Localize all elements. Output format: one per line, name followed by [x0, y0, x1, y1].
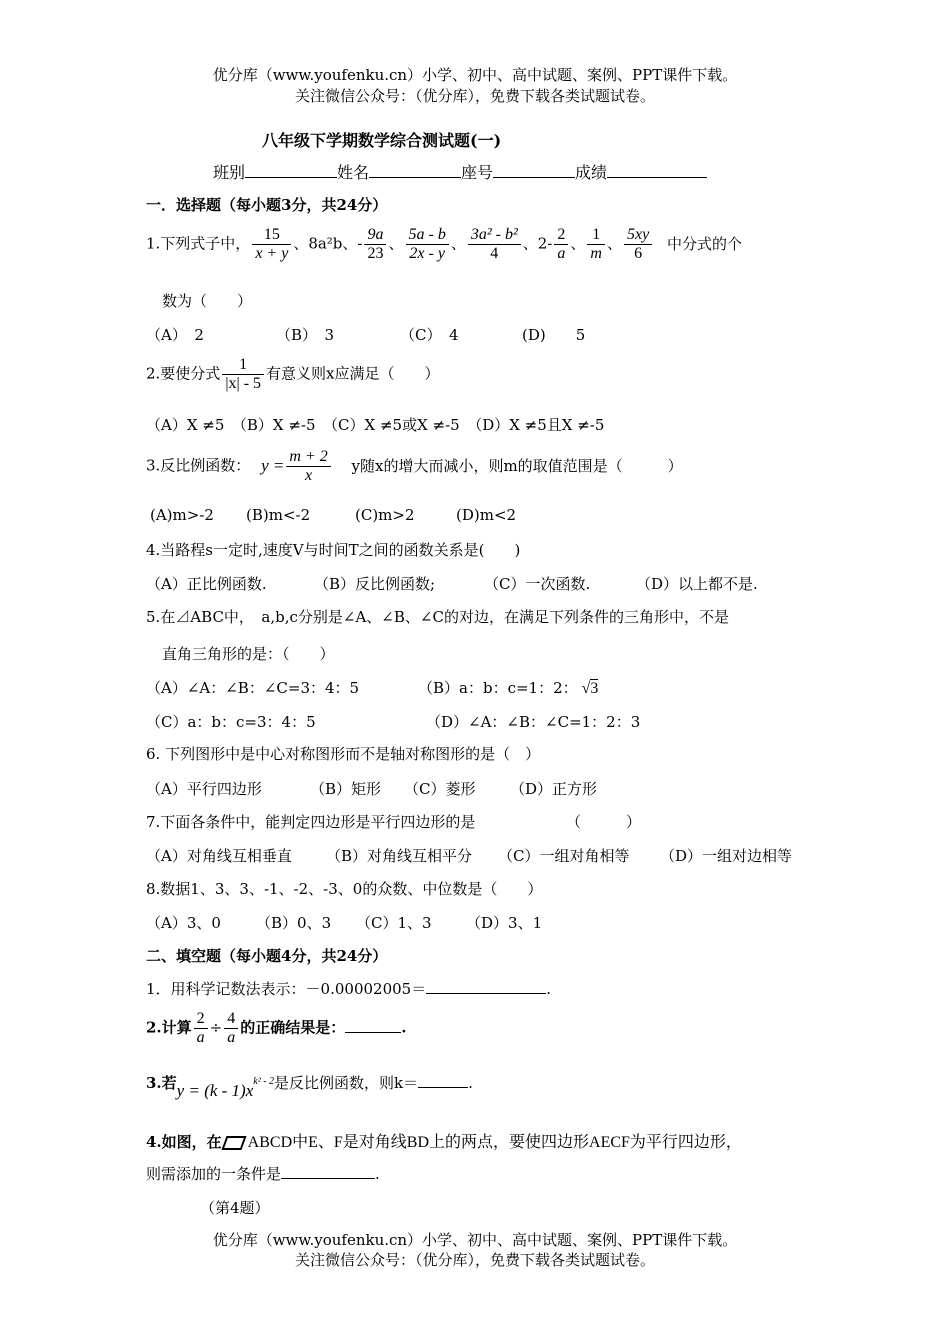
- q3-option-c[interactable]: (C)m>2: [355, 506, 415, 524]
- q6-option-c[interactable]: （C）菱形: [404, 780, 476, 798]
- header-line-2: 关注微信公众号：（优分库），免费下载各类试题试卷。: [294, 87, 655, 105]
- seat-label: 座号: [461, 163, 494, 182]
- q1-fraction-1: $\frac{15}{x + y}$: [252, 226, 291, 263]
- page-title: 八年级下学期数学综合测试题(一): [262, 131, 502, 150]
- divide-icon: ÷: [209, 1018, 223, 1037]
- q4-option-d[interactable]: （D）以上都不是.: [636, 575, 758, 593]
- q7-option-c[interactable]: （C）一组对角相等: [498, 847, 630, 865]
- fill-q1-blank[interactable]: [426, 978, 546, 994]
- q2-prefix: 2.要使分式: [146, 364, 221, 383]
- q4-option-c[interactable]: （C）一次函数.: [484, 575, 591, 593]
- q5-continuation: 直角三角形的是：（ ）: [162, 645, 335, 663]
- class-blank[interactable]: [245, 162, 337, 178]
- q3-lhs: y =: [261, 455, 285, 475]
- q5-option-a[interactable]: （A）∠A：∠B：∠C=3：4：5: [146, 679, 360, 697]
- fill-q3-end: .: [468, 1074, 473, 1092]
- q1-expr-6: 、2-: [522, 234, 553, 253]
- fill-q4-prefix: 4.如图，在: [146, 1133, 222, 1151]
- name-label: 姓名: [337, 163, 370, 182]
- seat-blank[interactable]: [493, 162, 575, 178]
- q1-fraction-8: $\frac{5xy}{6}$: [624, 226, 652, 263]
- fill-q4-line: [146, 1129, 742, 1152]
- fill-q2-suffix: 的正确结果是：: [240, 1018, 346, 1037]
- header-line-1: 优分库（www.youfenku.cn）小学、初中、高中试题、案例、PPT课件下载。: [212, 66, 738, 84]
- name-blank[interactable]: [369, 162, 461, 178]
- q5-option-b[interactable]: [418, 677, 598, 698]
- footer-line-2: 关注微信公众号：（优分库），免费下载各类试题试卷。: [294, 1251, 655, 1269]
- q8-option-d[interactable]: （D）3、1: [466, 914, 543, 932]
- q3-option-b[interactable]: (B)m<-2: [246, 506, 311, 524]
- q4-text: 4.当路程s一定时,速度V与时间T之间的函数关系是( ): [146, 541, 521, 559]
- parallelogram-icon: [221, 1136, 246, 1150]
- fill-q1-line: [146, 978, 551, 999]
- score-blank[interactable]: [607, 162, 707, 178]
- q2-fraction: $\frac{1}{|x| - 5}$: [222, 356, 264, 393]
- q1-option-b[interactable]: （B） 3: [276, 326, 335, 344]
- score-label: 成绩: [575, 163, 608, 182]
- q7-option-d[interactable]: （D）一组对边相等: [660, 847, 793, 865]
- figure-caption: （第4题）: [200, 1199, 270, 1217]
- q2-options[interactable]: （A）X ≠5 （B）X ≠-5 （C）X ≠5或X ≠-5 （D）X ≠5且X ≠-5: [146, 416, 605, 434]
- fill-q2-fraction-1: $\frac{2}{a}$: [194, 1010, 208, 1047]
- q1-option-a[interactable]: （A） 2: [146, 326, 204, 344]
- q7-option-b[interactable]: （B）对角线互相平分: [326, 847, 473, 865]
- q1-continuation: 数为（ ）: [162, 292, 253, 310]
- fill-q2-line: [146, 1010, 407, 1047]
- q5-option-d[interactable]: （D）∠A：∠B：∠C=1：2：3: [426, 713, 641, 731]
- class-label: 班别: [213, 163, 246, 182]
- q2-suffix: 有意义则x应满足（ ）: [266, 364, 440, 383]
- footer-line-1: 优分库（www.youfenku.cn）小学、初中、高中试题、案例、PPT课件下载。: [212, 1231, 738, 1249]
- q1-fraction-4: $\frac{5a - b}{2x - y}$: [406, 226, 449, 263]
- q3-prefix: 3.反比例函数：: [146, 456, 251, 475]
- q3-suffix: y随x的增大而减小，则m的取值范围是（ ）: [351, 456, 683, 475]
- q3-option-d[interactable]: (D)m<2: [456, 506, 517, 524]
- fill-q3-blank[interactable]: [418, 1072, 468, 1088]
- fill-q3-exponent: k² - 2: [253, 1076, 275, 1087]
- q8-option-a[interactable]: （A）3、0: [146, 914, 221, 932]
- q3-option-a[interactable]: (A)m>-2: [150, 506, 214, 524]
- fill-q4-cont-text: 则需添加的一条件是: [146, 1165, 282, 1183]
- q8-option-b[interactable]: （B）0、3: [256, 914, 332, 932]
- fill-q2-blank[interactable]: [345, 1017, 401, 1033]
- fill-q2-fraction-2: $\frac{4}{a}$: [224, 1010, 238, 1047]
- q5-text: 5.在⊿ABC中， a,b,c分别是∠A、∠B、∠C的对边，在满足下列条件的三角形中，不是: [146, 608, 729, 626]
- q1-option-d[interactable]: (D) 5: [522, 326, 586, 344]
- q6-text: 6. 下列图形中是中心对称图形而不是轴对称图形的是（ ）: [146, 745, 541, 763]
- q1-fraction-5: $\frac{\text{3a² - b²}}{4}$: [468, 226, 521, 263]
- section2-heading: 二、填空题（每小题4分，共24分）: [146, 947, 388, 965]
- fill-q4-end: .: [375, 1165, 380, 1183]
- section1-heading: 一．选择题（每小题3分，共24分）: [146, 196, 388, 214]
- q6-option-a[interactable]: （A）平行四边形: [146, 780, 262, 798]
- q8-text: 8.数据1、3、3、-1、-2、-3、0的众数、中位数是（ ）: [146, 880, 543, 898]
- fill-q3-suffix: 是反比例函数，则k＝: [274, 1074, 419, 1092]
- fill-q2-prefix: 2.计算: [146, 1018, 192, 1037]
- fill-q4-blank[interactable]: [281, 1163, 375, 1179]
- q1-option-c[interactable]: （C） 4: [400, 326, 459, 344]
- q1-prefix: 1.下列式子中，: [146, 234, 251, 253]
- fill-q1-end: .: [546, 980, 551, 998]
- fill-q4-continuation: [146, 1163, 380, 1184]
- q1-fraction-7: $\frac{1}{m}$: [587, 226, 605, 263]
- fill-q4-text: ABCD中E、F是对角线BD上的两点，要使四边形AECF为平行四边形，: [247, 1134, 742, 1151]
- q6-option-b[interactable]: （B）矩形: [310, 780, 382, 798]
- fill-q2-end: .: [401, 1018, 407, 1037]
- student-info-line: [213, 160, 707, 183]
- q6-option-d[interactable]: （D）正方形: [510, 780, 598, 798]
- sqrt-icon: √3: [581, 680, 599, 697]
- q5-option-b-text: （B）a：b：c=1：2：: [418, 679, 578, 697]
- q2-line: [146, 356, 440, 393]
- q7-paren: （ ）: [566, 813, 642, 831]
- q1-fraction-3: $\frac{9a}{23}$: [364, 226, 386, 263]
- q3-line: [146, 448, 683, 485]
- fill-q3-line: [146, 1072, 473, 1100]
- q4-option-b[interactable]: （B）反比例函数;: [314, 575, 436, 593]
- q7-text: 7.下面各条件中，能判定四边形是平行四边形的是: [146, 813, 476, 831]
- fill-q3-expr: y = (k - 1)x: [176, 1081, 254, 1100]
- q3-fraction: $\frac{m + 2}{x}$: [286, 448, 330, 485]
- q4-option-a[interactable]: （A）正比例函数.: [146, 575, 267, 593]
- q1-suffix: 中分式的个: [666, 234, 742, 253]
- fill-q3-prefix: 3.若: [146, 1074, 177, 1092]
- q8-option-c[interactable]: （C）1、3: [356, 914, 432, 932]
- q5-option-c[interactable]: （C）a：b：c=3：4：5: [146, 713, 316, 731]
- q1-fraction-6: $\frac{2}{a}$: [554, 226, 568, 263]
- q1-line: 1.下列式子中， $\frac{15}{x + y}$ 、8a²b、- $\frac{9a}{23}$ 、 $\frac{5a - b}{2x - y}$ 、 $\frac{\text{3a² - b²}}{4}$ 、2- $\frac{2}{a}$ 、 $\frac{1}{m}$ 、 $\frac{5xy}{6}$ 中分式的个: [146, 226, 742, 262]
- q1-expr-2: 、8a²b、-: [293, 234, 363, 253]
- q7-option-a[interactable]: （A）对角线互相垂直: [146, 847, 292, 865]
- fill-q1-text: 1．用科学记数法表示：－0.00002005＝: [146, 980, 427, 998]
